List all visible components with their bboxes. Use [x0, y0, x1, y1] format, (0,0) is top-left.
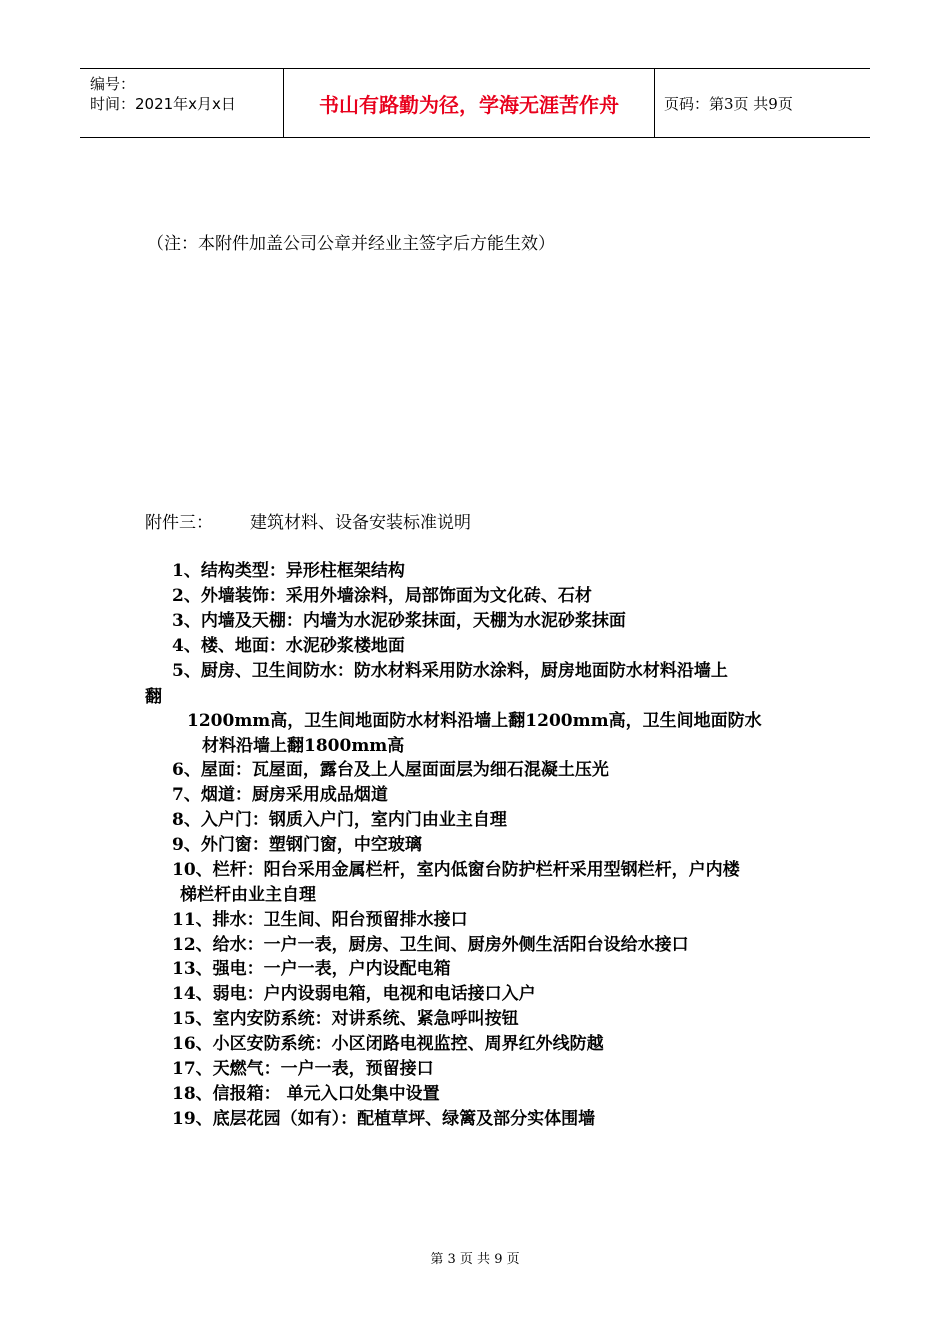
- list-item: 2、外墙装饰：采用外墙涂料，局部饰面为文化砖、石材: [172, 586, 592, 606]
- attachment-title: 建筑材料、设备安装标准说明: [250, 513, 471, 533]
- list-item: 6、屋面：瓦屋面，露台及上人屋面面层为细石混凝土压光: [172, 760, 609, 780]
- list-item: 15、室内安防系统：对讲系统、紧急呼叫按钮: [172, 1009, 519, 1029]
- list-item: 19、底层花园（如有）：配植草坪、绿篱及部分实体围墙: [172, 1109, 596, 1129]
- list-item-continuation: 翻: [145, 687, 162, 707]
- header-motto: 书山有路勤为径，学海无涯苦作舟: [283, 69, 655, 137]
- list-item: 12、给水：一户一表，厨房、卫生间、厨房外侧生活阳台设给水接口: [172, 935, 689, 955]
- attachment-label: 附件三：: [145, 513, 213, 533]
- page-header: [80, 68, 870, 138]
- list-item: 5、厨房、卫生间防水：防水材料采用防水涂料，厨房地面防水材料沿墙上: [172, 661, 728, 681]
- list-item-continuation: 梯栏杆由业主自理: [180, 885, 316, 905]
- list-item: 18、信报箱： 单元入口处集中设置: [172, 1084, 440, 1104]
- header-meta: [80, 69, 283, 137]
- header-page-info: [654, 69, 870, 137]
- list-item: 3、内墙及天棚：内墙为水泥砂浆抹面，天棚为水泥砂浆抹面: [172, 611, 626, 631]
- list-item: 14、弱电：户内设弱电箱，电视和电话接口入户: [172, 984, 536, 1004]
- list-item-continuation: 材料沿墙上翻1800mm高: [202, 736, 405, 756]
- list-item: 1、结构类型：异形柱框架结构: [172, 561, 405, 581]
- list-item: 11、排水：卫生间、阳台预留排水接口: [172, 910, 468, 930]
- list-item: 8、入户门：钢质入户门，室内门由业主自理: [172, 810, 507, 830]
- list-item: 13、强电：一户一表，户内设配电箱: [172, 959, 451, 979]
- list-item-continuation: 1200mm高，卫生间地面防水材料沿墙上翻1200mm高，卫生间地面防水: [187, 711, 762, 731]
- list-item: 4、楼、地面：水泥砂浆楼地面: [172, 636, 405, 656]
- page-footer: 第 3 页 共 9 页: [430, 1252, 520, 1267]
- number-label: 编号：: [90, 75, 136, 93]
- list-item: 17、天燃气：一户一表，预留接口: [172, 1059, 434, 1079]
- list-item: 7、烟道：厨房采用成品烟道: [172, 785, 388, 805]
- list-item: 16、小区安防系统：小区闭路电视监控、周界红外线防越: [172, 1034, 604, 1054]
- list-item: 9、外门窗：塑钢门窗，中空玻璃: [172, 835, 422, 855]
- signature-note: （注：本附件加盖公司公章并经业主签字后方能生效）: [147, 234, 555, 254]
- page-info-text: 页码：第3页 共9页: [664, 94, 793, 113]
- time-label: 时间：2021年x月x日: [90, 95, 236, 113]
- list-item: 10、栏杆：阳台采用金属栏杆，室内低窗台防护栏杆采用型钢栏杆，户内楼: [172, 860, 740, 880]
